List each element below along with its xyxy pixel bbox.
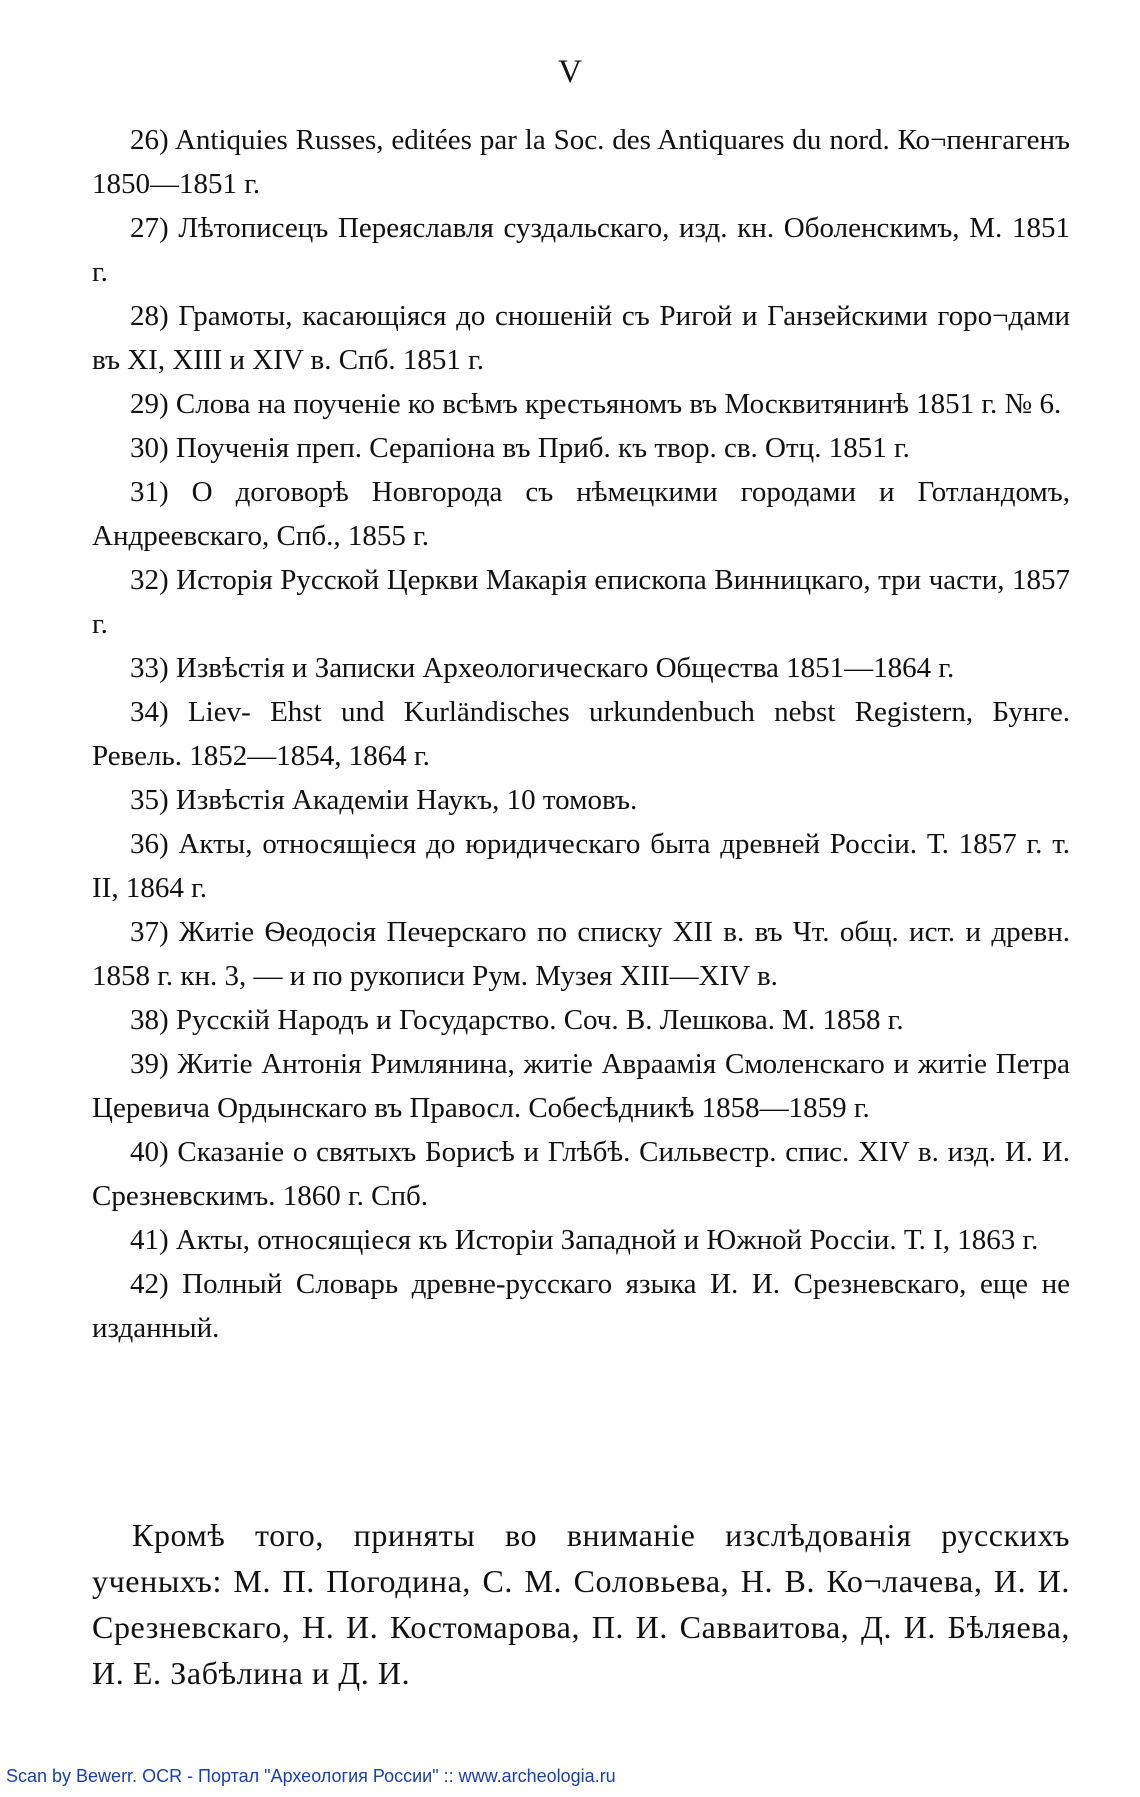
bibliography-entry-32: 32) Исторія Русской Церкви Макарія епископа Винницкаго, три части, 1857 г.: [92, 564, 1070, 640]
bibliography-entry-26: 26) Antiquies Russes, editées par la Soc. des Antiquares du nord. Ко¬пенгагенъ 1850—1851 г.: [92, 124, 1070, 200]
bibliography-entry-34: 34) Liev- Ehst und Kurländisches urkundenbuch nebst Registern, Бунге. Ревель. 1852—1854, 1864 г.: [92, 696, 1070, 772]
page-number: V: [558, 54, 582, 90]
bibliography-entry-42: 42) Полный Словарь древне-русскаго языка И. И. Срезневскаго, еще не изданный.: [92, 1268, 1070, 1344]
bibliography-entry-39: 39) Житіе Антонія Римлянина, житіе Авраамія Смоленскаго и житіе Петра Церевича Ордынскаго въ Правосл. Собесѣдникѣ 1858—1859 г.: [92, 1048, 1070, 1124]
bibliography-entry-28: 28) Грамоты, касающіяся до сношеній съ Ригой и Ганзейскими горо¬дами въ XI, XIII и XIV в. Спб. 1851 г.: [92, 300, 1070, 376]
bibliography-entry-29: 29) Слова на поученіе ко всѣмъ крестьяномъ въ Москвитянинѣ 1851 г. № 6.: [130, 388, 1062, 420]
bibliography-entry-30: 30) Поученія преп. Серапіона въ Приб. къ твор. св. Отц. 1851 г.: [130, 432, 910, 464]
closing-paragraph: Кромѣ того, приняты во вниманіе изслѣдованія русскихъ ученыхъ: М. П. Погодина, С. М. Соловьева, Н. В. Ко¬лачева, И. И. Срезневскаго, Н. И. Костомарова, П. И. Савваитова, Д. И. Бѣляева, И. Е. Забѣлина и Д. И.: [92, 1517, 1070, 1691]
bibliography-entry-41: 41) Акты, относящіеся къ Исторіи Западной и Южной Россіи. Т. I, 1863 г.: [130, 1224, 1039, 1256]
bibliography-list: [92, 118, 1070, 1350]
bibliography-entry-38: 38) Русскій Народъ и Государство. Соч. В. Лешкова. М. 1858 г.: [130, 1004, 904, 1036]
bibliography-entry-40: 40) Сказаніе о святыхъ Борисѣ и Глѣбѣ. Сильвестр. спис. XIV в. изд. И. И. Срезневскимъ. 1860 г. Спб.: [92, 1136, 1070, 1212]
bibliography-entry-35: 35) Извѣстія Академіи Наукъ, 10 томовъ.: [130, 784, 638, 816]
bibliography-entry-27: 27) Лѣтописецъ Переяславля суздальскаго, изд. кн. Оболенскимъ, М. 1851 г.: [92, 212, 1070, 288]
bibliography-entry-37: 37) Житіе Ѳеодосія Печерскаго по списку XII в. въ Чт. общ. ист. и древн. 1858 г. кн. 3, — и по рукописи Рум. Музея XIII—XIV в.: [92, 916, 1070, 992]
bibliography-entry-33: 33) Извѣстія и Записки Археологическаго Общества 1851—1864 г.: [130, 652, 955, 684]
bibliography-entry-36: 36) Акты, относящіеся до юридическаго быта древней Россіи. Т. 1857 г. т. II, 1864 г.: [92, 828, 1070, 904]
bibliography-entry-31: 31) О договорѣ Новгорода съ нѣмецкими городами и Готландомъ, Андреевскаго, Спб., 1855 г.: [92, 476, 1070, 552]
scan-credit-footer: Scan by Bewerr. OCR - Портал "Археология России" :: www.archeologia.ru: [6, 1766, 616, 1786]
